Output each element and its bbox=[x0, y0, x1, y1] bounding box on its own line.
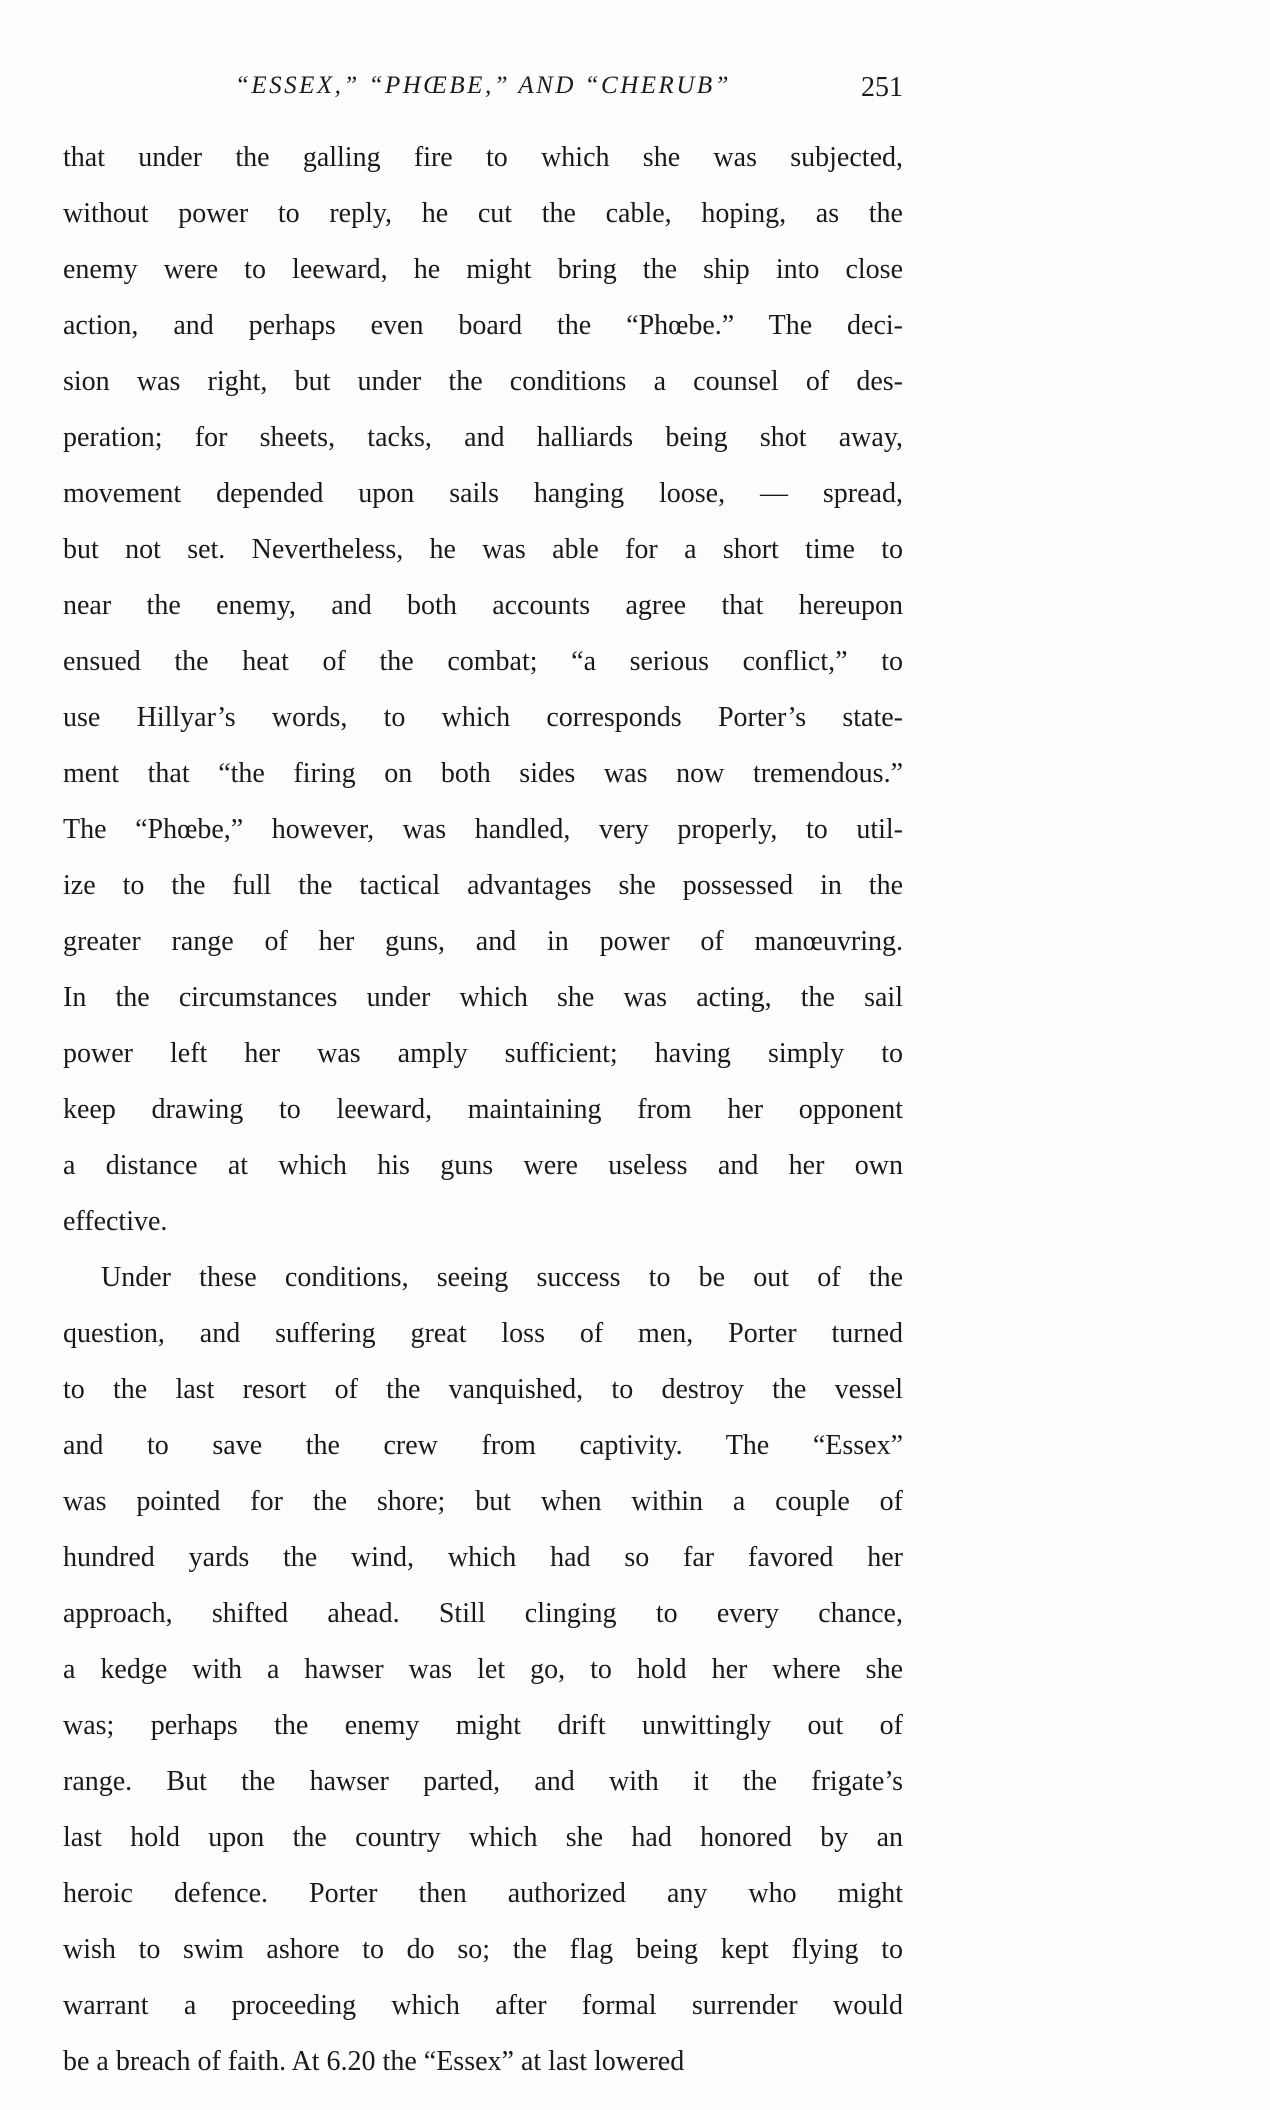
text-line: warrant a proceeding which after formal surrender would bbox=[63, 1990, 903, 2021]
text-line: sion was right, but under the conditions a counsel of des- bbox=[63, 366, 903, 397]
text-line: effective. bbox=[63, 1206, 168, 1237]
running-header bbox=[63, 72, 903, 108]
text-line: use Hillyar’s words, to which corresponds Porter’s state- bbox=[63, 702, 903, 733]
text-line: peration; for sheets, tacks, and halliards being shot away, bbox=[63, 422, 903, 453]
text-line: Under these conditions, seeing success to be out of the bbox=[101, 1262, 903, 1293]
text-line: was pointed for the shore; but when within a couple of bbox=[63, 1486, 903, 1517]
text-line: wish to swim ashore to do so; the flag being kept flying to bbox=[63, 1934, 903, 1965]
text-line: The “Phœbe,” however, was handled, very properly, to util- bbox=[63, 814, 903, 845]
text-line: movement depended upon sails hanging loose, — spread, bbox=[63, 478, 903, 509]
text-line: keep drawing to leeward, maintaining from her opponent bbox=[63, 1094, 903, 1125]
text-line: approach, shifted ahead. Still clinging to every chance, bbox=[63, 1598, 903, 1629]
text-line: heroic defence. Porter then authorized any who might bbox=[63, 1878, 903, 1909]
text-line: range. But the hawser parted, and with it the frigate’s bbox=[63, 1766, 903, 1797]
text-line: that under the galling fire to which she was subjected, bbox=[63, 142, 903, 173]
page-header-title: “ESSEX,” “PHŒBE,” AND “CHERUB” bbox=[234, 72, 732, 99]
text-line: to the last resort of the vanquished, to destroy the vessel bbox=[63, 1374, 903, 1405]
text-line: ensued the heat of the combat; “a serious conflict,” to bbox=[63, 646, 903, 677]
text-line: action, and perhaps even board the “Phœbe.” The deci- bbox=[63, 310, 903, 341]
paragraph bbox=[63, 130, 903, 1250]
paragraph bbox=[63, 1250, 903, 2090]
text-line: without power to reply, he cut the cable, hoping, as the bbox=[63, 198, 903, 229]
text-line: and to save the crew from captivity. The “Essex” bbox=[63, 1430, 903, 1461]
text-line: greater range of her guns, and in power of manœuvring. bbox=[63, 926, 903, 957]
text-line: ize to the full the tactical advantages she possessed in the bbox=[63, 870, 903, 901]
text-line: near the enemy, and both accounts agree that hereupon bbox=[63, 590, 903, 621]
text-body bbox=[63, 130, 903, 2090]
text-line: ment that “the firing on both sides was now tremendous.” bbox=[63, 758, 903, 789]
text-line: last hold upon the country which she had honored by an bbox=[63, 1822, 903, 1853]
text-line: enemy were to leeward, he might bring the ship into close bbox=[63, 254, 903, 285]
text-line: In the circumstances under which she was acting, the sail bbox=[63, 982, 903, 1013]
text-line: a distance at which his guns were useless and her own bbox=[63, 1150, 903, 1181]
text-line: was; perhaps the enemy might drift unwittingly out of bbox=[63, 1710, 903, 1741]
text-line: be a breach of faith. At 6.20 the “Essex” at last lowered bbox=[63, 2046, 685, 2077]
text-line: a kedge with a hawser was let go, to hold her where she bbox=[63, 1654, 903, 1685]
text-line: power left her was amply sufficient; having simply to bbox=[63, 1038, 903, 1069]
text-line: hundred yards the wind, which had so far favored her bbox=[63, 1542, 903, 1573]
text-line: question, and suffering great loss of men, Porter turned bbox=[63, 1318, 903, 1349]
page-number: 251 bbox=[861, 72, 903, 103]
text-line: but not set. Nevertheless, he was able for a short time to bbox=[63, 534, 903, 565]
